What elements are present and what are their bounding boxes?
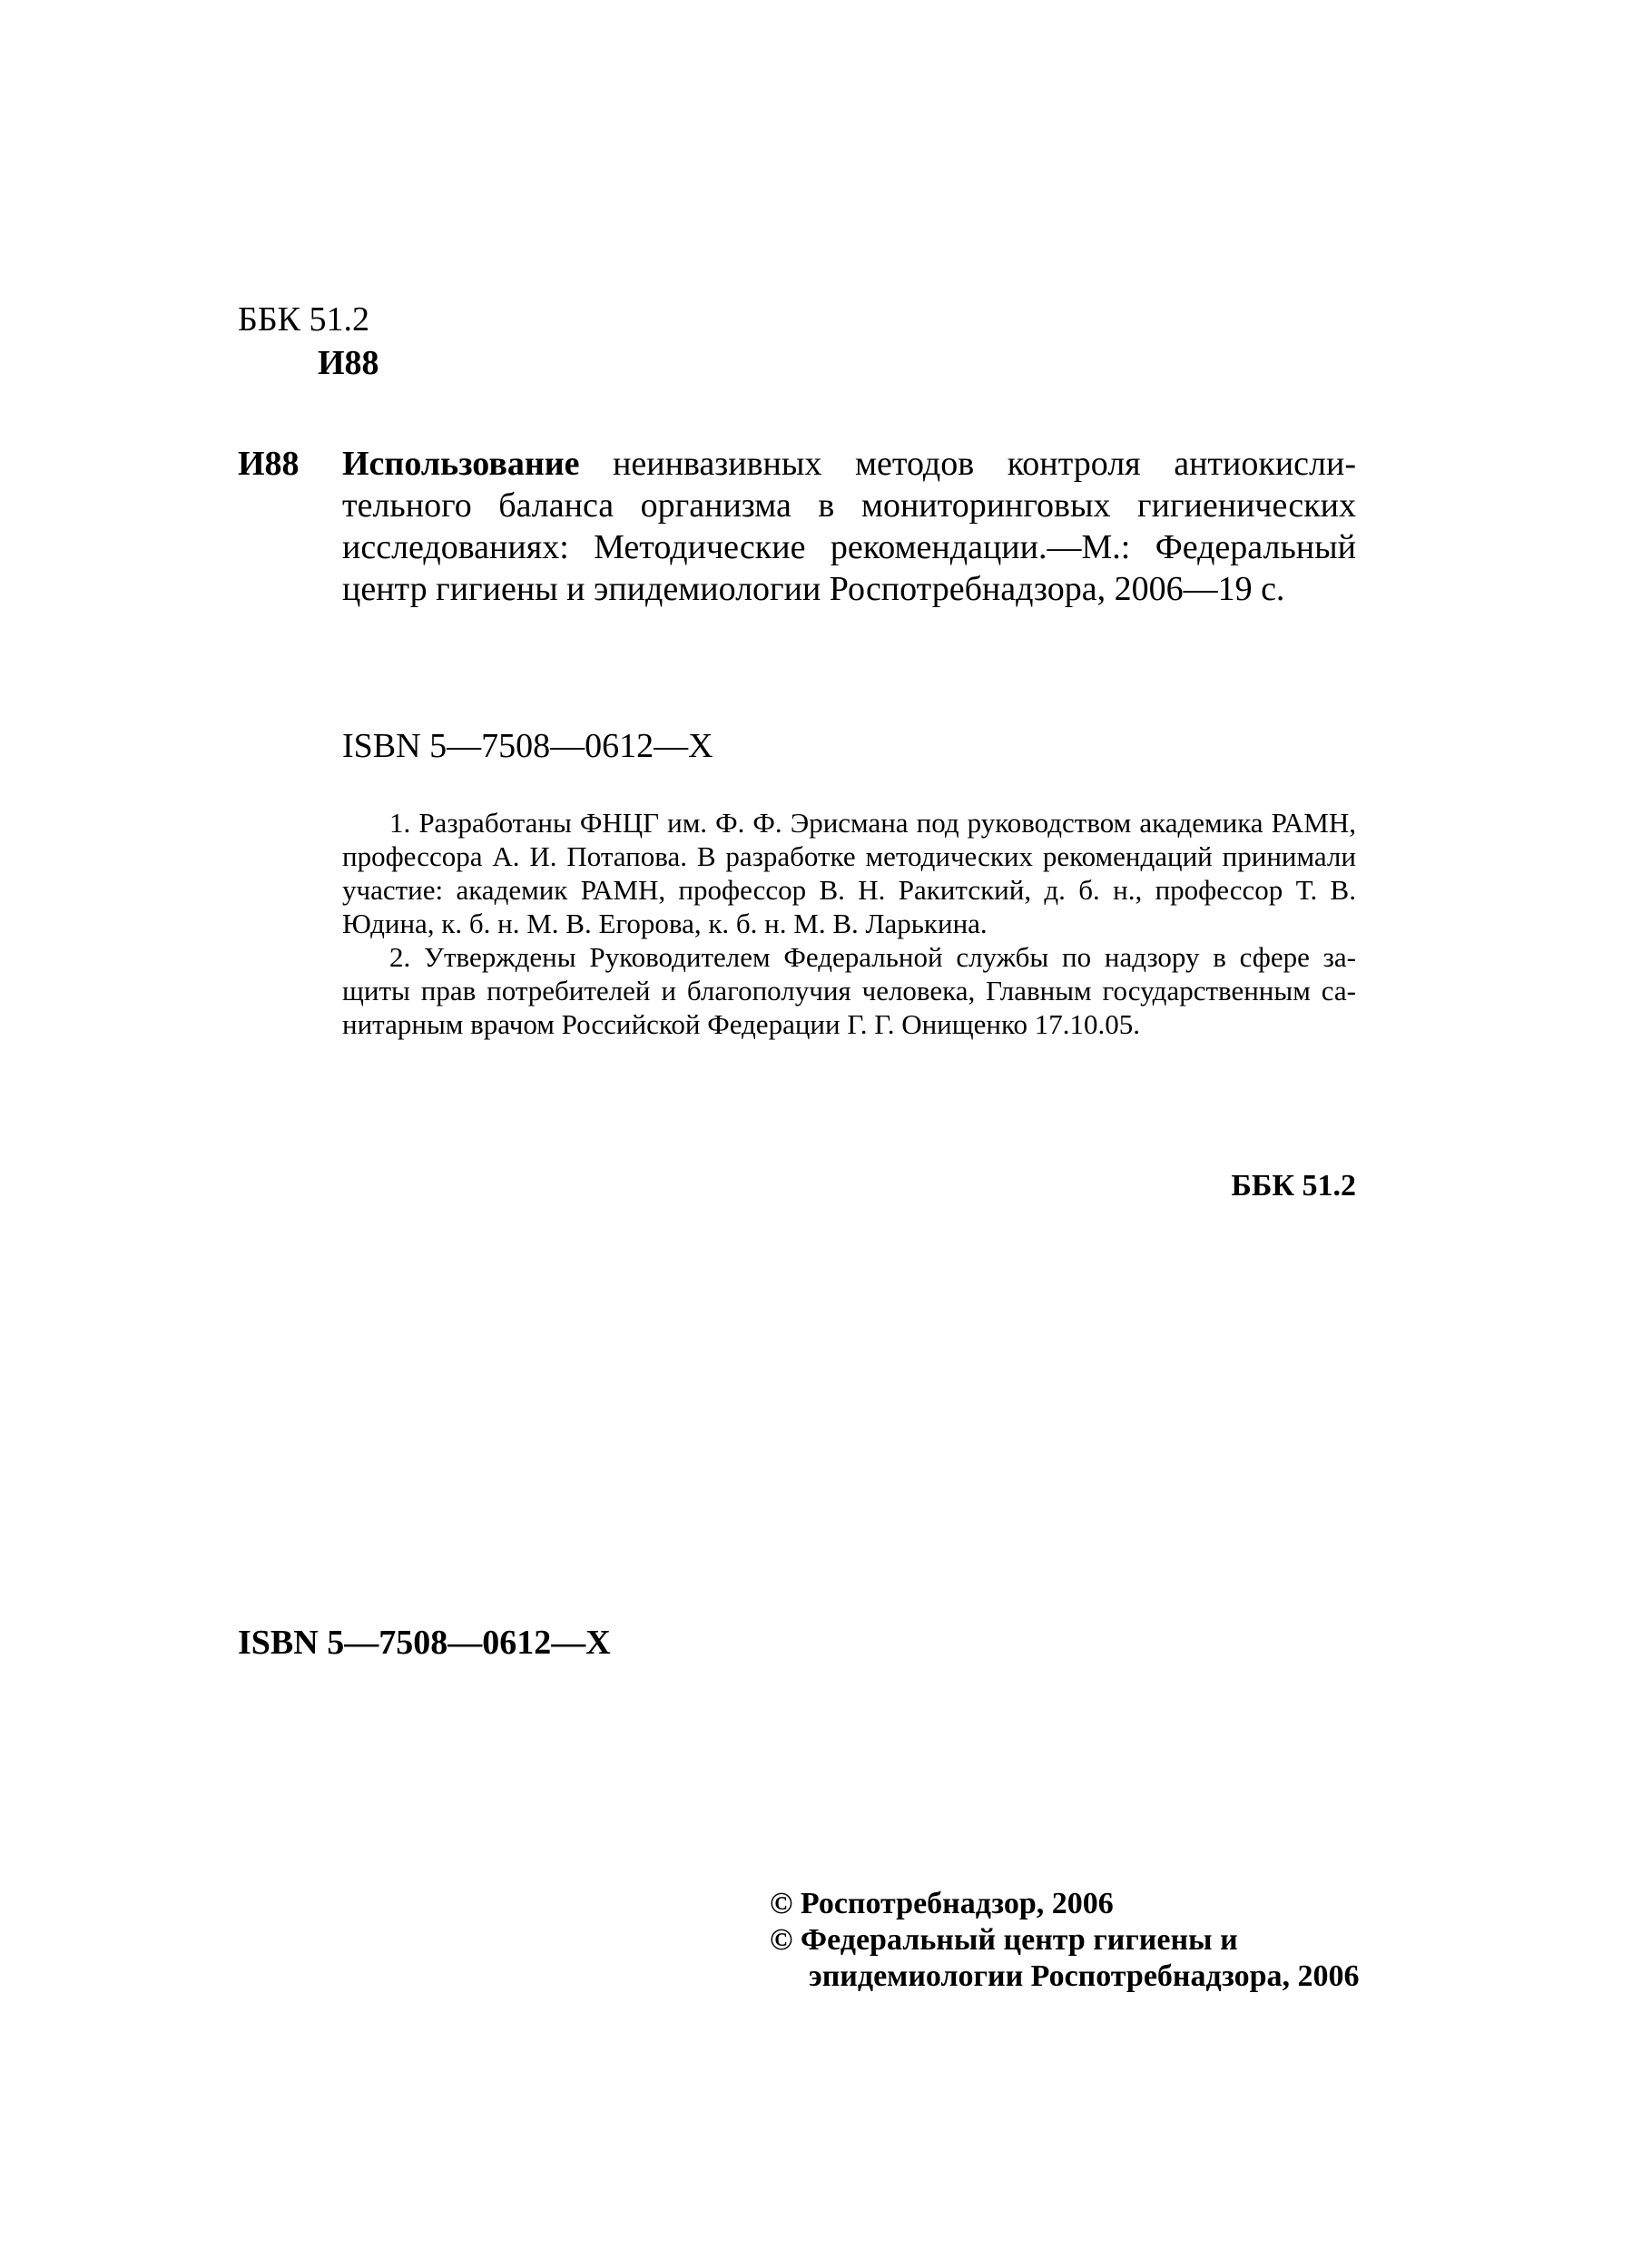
note-approved: 2. Утверждены Руководителем Федеральной службы по надзору в сфере защиты прав потребителей и благополучия человека, Главным государственным санитарным врачом Российской Федерации Г. Г. Онищенко 17.10.05. [342, 941, 1356, 1040]
title-description: неинвазивных методов контроля антиокислительного баланса организма в мониторинговых гигиенических исследованиях: Методические рекомендации.—М.: Федеральный центр гигиены и эпидемиологии Роспотребнадзора, 2006—19 с. [342, 445, 1356, 608]
bibliographic-record [238, 443, 1356, 610]
note-developed: 1. Разработаны ФНЦГ им. Ф. Ф. Эрисмана под руководством академика РАМН, профессора А. И. Потапова. В разработке методических рекомендаций принимали участие: академик РАМН, профессор В. Н. Ракитский, д. б. н., профессор Т. В. Юдина, к. б. н. М. В. Егорова, к. б. н. М. В. Ларькина. [342, 807, 1356, 939]
copyright-line-3: эпидемиологии Роспотребнадзора, 2006 [809, 1959, 1360, 1993]
author-sign: И88 [318, 344, 379, 382]
bibliographic-description [342, 443, 1356, 610]
copyright-line-1: © Роспотребнадзор, 2006 [770, 1887, 1114, 1920]
isbn-record: ISBN 5—7508—0612—X [342, 727, 713, 765]
bbk-classification-block [238, 298, 379, 385]
copyright-line-2: © Федеральный центр гигиены и [770, 1923, 1238, 1957]
bibliographic-author-sign: И88 [238, 445, 300, 483]
title-lead-word: Использование [342, 445, 580, 483]
isbn-bottom: ISBN 5—7508—0612—X [238, 1624, 611, 1662]
bbk-index-right: ББК 51.2 [1231, 1169, 1356, 1203]
copyright-block [770, 1886, 1360, 1995]
development-notes [342, 806, 1356, 1041]
bbk-code: ББК 51.2 [238, 300, 369, 339]
